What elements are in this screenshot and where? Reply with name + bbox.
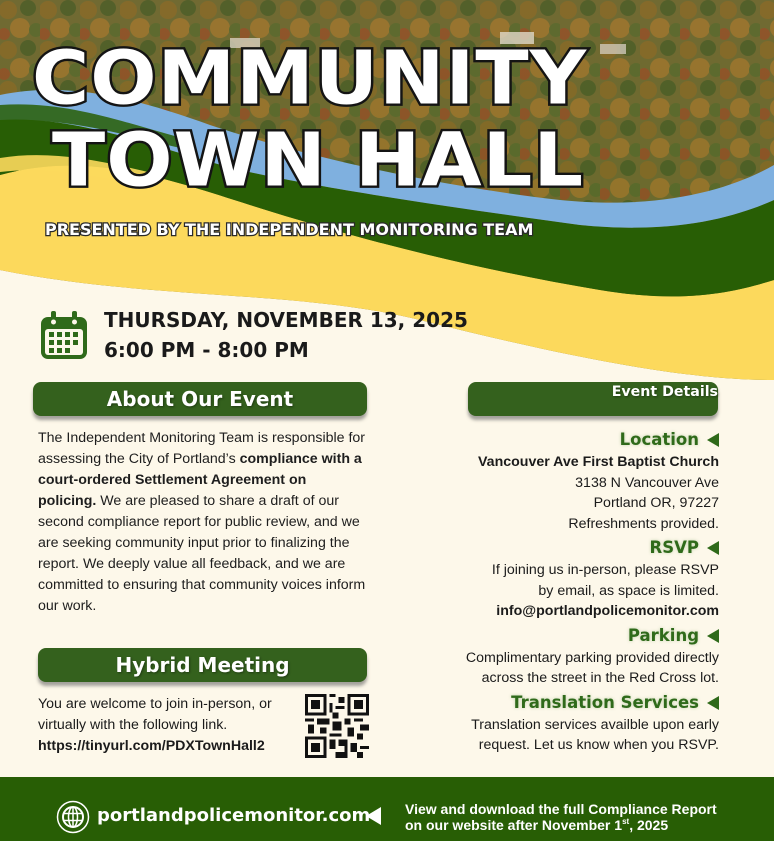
presenter-subtitle: PRESENTED BY THE INDEPENDENT MONITORING TEAM [45,220,534,239]
hybrid-heading: Hybrid Meeting [38,648,367,682]
footer-bar [0,777,774,841]
rsvp-line-2: by email, as space is limited. [538,582,719,599]
parking-line-1: Complimentary parking provided directly [465,649,719,666]
qr-code-icon[interactable] [305,694,369,758]
venue-street: 3138 N Vancouver Ave [575,474,719,491]
about-text-part2: We are pleased to share a draft of our second compliance report for public review, and we are seeking community input prior to finalizing the report. We deeply value all feedback, and we are committed to ensuring that community voices inform our work. [38,493,366,614]
about-description [38,428,368,617]
parking-body [379,648,719,689]
translation-line-1: Translation services availble upon early [471,716,719,733]
date-time-text [104,305,468,365]
report-note [405,801,717,833]
rsvp-line-1: If joining us in-person, please RSVP [491,562,719,578]
rsvp-body [379,560,719,622]
title-line-1: COMMUNITY [32,36,588,122]
event-details-heading: Event Details [468,382,718,416]
virtual-meeting-link[interactable]: https://tinyurl.com/PDXTownHall2 [38,738,265,754]
refreshments-note: Refreshments provided. [568,515,719,532]
title-line-2: TOWN HALL [52,118,585,204]
venue-name: Vancouver Ave First Baptist Church [478,454,719,470]
triangle-left-icon [366,807,381,825]
about-text-part1: The Independent Monitoring Team is responsible for assessing the City of Portland’s [38,430,366,467]
event-date: THURSDAY, NOVEMBER 13, 2025 [104,308,468,332]
location-heading: Location [379,428,719,452]
triangle-left-icon [707,696,719,710]
translation-heading: Translation Services [379,691,719,715]
triangle-left-icon [707,541,719,555]
rsvp-email-link[interactable]: info@portlandpolicemonitor.com [496,603,719,619]
event-title [32,36,588,204]
report-note-line-2: on our website after November 1st, 2025 [405,817,669,833]
hybrid-description [38,694,308,757]
globe-icon [56,800,90,834]
parking-heading: Parking [379,624,719,648]
triangle-left-icon [707,433,719,447]
event-details-section [379,428,719,758]
report-note-line-1: View and download the full Compliance Report [405,801,717,817]
triangle-left-icon [707,629,719,643]
about-heading: About Our Event [33,382,367,416]
venue-city: Portland OR, 97227 [593,495,719,511]
rsvp-heading: RSVP [379,536,719,560]
translation-body [379,715,719,756]
parking-line-2: across the street in the Red Cross lot. [481,670,719,686]
hybrid-text: You are welcome to join in-person, or virtually with the following link. [38,696,272,733]
location-body [379,452,719,534]
website-link[interactable]: portlandpolicemonitor.com [97,805,371,826]
translation-line-2: request. Let us know when you RSVP. [478,737,719,753]
about-text-bold: compliance with a court-ordered Settlement Agreement on policing. [38,451,362,509]
calendar-icon [38,309,90,361]
date-time-block [38,305,468,365]
event-time: 6:00 PM - 8:00 PM [104,338,309,362]
